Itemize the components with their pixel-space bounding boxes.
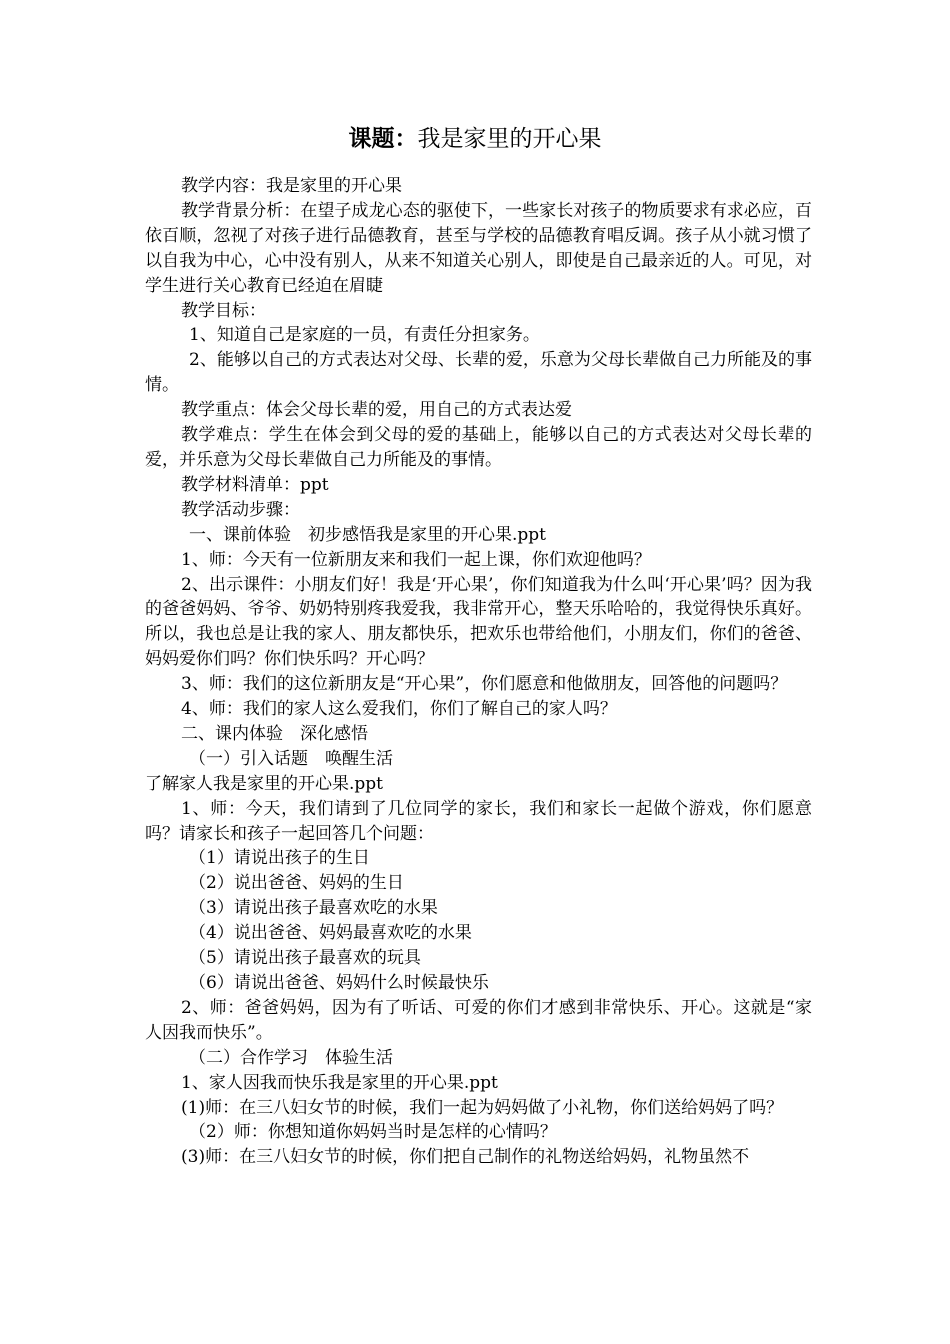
paragraph: 2、能够以自己的方式表达对父母、长辈的爱，乐意为父母长辈做自己力所能及的事情。	[145, 350, 812, 396]
document-body	[145, 174, 812, 1170]
paragraph: 一、课前体验 初步感悟我是家里的开心果.ppt	[189, 524, 546, 545]
paragraph: 3、师：我们的这位新朋友是“开心果”，你们愿意和他做朋友，回答他的问题吗？	[181, 674, 788, 695]
paragraph: 教学目标：	[181, 300, 266, 321]
paragraph: 4、师：我们的家人这么爱我们，你们了解自己的家人吗？	[181, 699, 617, 720]
paragraph: 了解家人我是家里的开心果.ppt	[145, 773, 383, 794]
paragraph: 2、出示课件：小朋友们好！我是‘开心果’，你们知道我为什么叫‘开心果’吗？因为我的爸爸妈妈、爷爷、奶奶特别疼我爱我，我非常开心，整天乐哈哈的，我觉得快乐真好。所以，我也总是让我的家人、朋友都快乐，把欢乐也带给他们，小朋友们，你们的爸爸、妈妈爱你们吗？你们快乐吗？开心吗？	[145, 574, 812, 670]
paragraph: 教学内容：我是家里的开心果	[181, 176, 402, 196]
paragraph: 教学背景分析：在望子成龙心态的驱使下，一些家长对孩子的物质要求有求必应，百依百顺，忽视了对孩子进行品德教育，甚至与学校的品德教育唱反调。孩子从小就习惯了以自我为中心，心中没有别人，从来不知道关心别人，即使是自己最亲近的人。可见，对学生进行关心教育已经迫在眉睫	[145, 200, 812, 296]
paragraph: （2）师：你想知道你妈妈当时是怎样的心情吗？	[189, 1122, 557, 1143]
page-title	[0, 124, 950, 154]
paragraph: （4）说出爸爸、妈妈最喜欢吃的水果	[189, 923, 472, 944]
paragraph: （5）请说出孩子最喜欢的玩具	[189, 948, 421, 969]
paragraph: 二、课内体验 深化感悟	[181, 723, 368, 744]
paragraph: （6）请说出爸爸、妈妈什么时候最快乐	[189, 973, 489, 993]
paragraph: （3）请说出孩子最喜欢吃的水果	[189, 898, 438, 919]
title-lead: 课题：	[348, 125, 418, 152]
title-text: 我是家里的开心果	[417, 126, 602, 152]
paragraph: （二）合作学习 体验生活	[189, 1047, 393, 1068]
paragraph: 2、师：爸爸妈妈，因为有了听话、可爱的你们才感到非常快乐、开心。这就是“家人因我而快乐”。	[145, 997, 812, 1043]
paragraph: 1、师：今天，我们请到了几位同学的家长，我们和家长一起做个游戏，你们愿意吗？请家长和孩子一起回答几个问题：	[145, 798, 812, 844]
paragraph: 教学难点：学生在体会到父母的爱的基础上，能够以自己的方式表达对父母长辈的爱，并乐意为父母长辈做自己力所能及的事情。	[145, 425, 812, 470]
paragraph: (1)师：在三八妇女节的时候，我们一起为妈妈做了小礼物，你们送给妈妈了吗？	[181, 1097, 784, 1118]
paragraph: 教学活动步骤：	[181, 499, 300, 520]
paragraph: 1、家人因我而快乐我是家里的开心果.ppt	[181, 1072, 498, 1093]
paragraph: (3)师：在三八妇女节的时候，你们把自己制作的礼物送给妈妈，礼物虽然不	[181, 1147, 750, 1168]
paragraph: （2）说出爸爸、妈妈的生日	[189, 873, 404, 894]
paragraph: （1）请说出孩子的生日	[189, 848, 370, 869]
paragraph: 1、知道自己是家庭的一员，有责任分担家务。	[189, 325, 540, 346]
paragraph: （一）引入话题 唤醒生活	[189, 748, 393, 769]
paragraph: 教学材料清单：ppt	[181, 474, 329, 495]
paragraph: 教学重点：体会父母长辈的爱，用自己的方式表达爱	[181, 400, 572, 421]
paragraph: 1、师：今天有一位新朋友来和我们一起上课，你们欢迎他吗？	[181, 549, 651, 570]
